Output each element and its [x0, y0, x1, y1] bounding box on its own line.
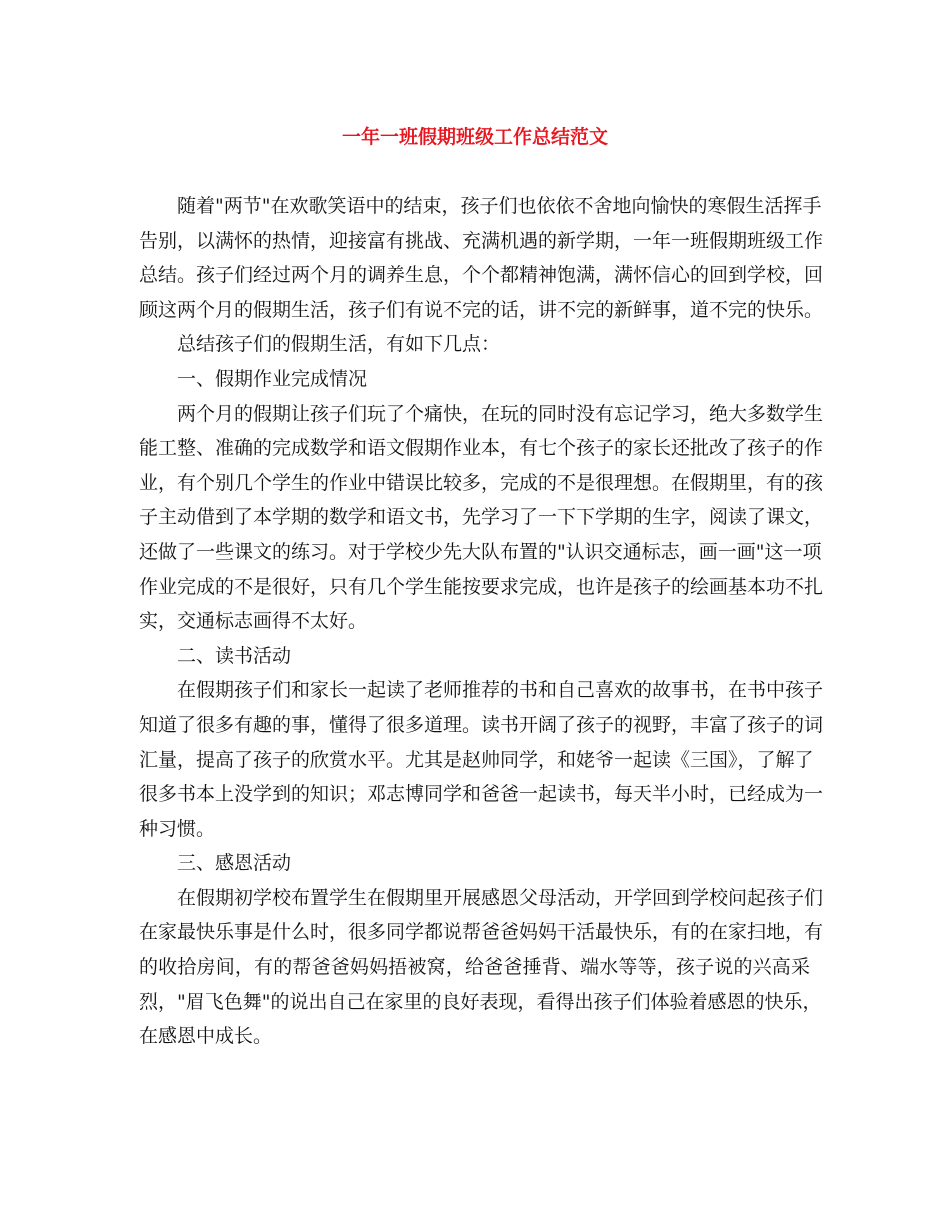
- text-line: 随着"两节"在欢歌笑语中的结束，孩子们也依依不舍地向愉快的寒假生活挥手: [177, 195, 822, 217]
- text-line: 很多书本上没学到的知识；邓志博同学和爸爸一起读书，每天半小时，已经成为一: [139, 783, 824, 806]
- text-line: 告别，以满怀的热情，迎接富有挑战、充满机遇的新学期，一年一班假期班级工作: [139, 229, 824, 252]
- document-body: [139, 189, 824, 1054]
- document-title: 一年一班假期班级工作总结范文: [341, 126, 608, 148]
- text-line: 汇量，提高了孩子的欣赏水平。尤其是赵帅同学，和姥爷一起读《三国》，了解了: [139, 748, 814, 771]
- section-heading: 三、感恩活动: [177, 852, 292, 875]
- section-heading: 一、假期作业完成情况: [177, 367, 368, 390]
- text-line: 能工整、准确的完成数学和语文假期作业本，有七个孩子的家长还批改了孩子的作: [139, 437, 824, 460]
- text-line: 在家最快乐事是什么时，很多同学都说帮爸爸妈妈干活最快乐，有的在家扫地，有: [139, 921, 824, 944]
- section-heading-homework: [139, 362, 810, 397]
- text-line: 的收拾房间，有的帮爸爸妈妈捂被窝，给爸爸捶背、端水等等，孩子说的兴高采: [139, 956, 810, 979]
- section-heading-reading: [139, 639, 810, 674]
- text-line: 实，交通标志画得不太好。: [139, 610, 368, 633]
- text-line: 还做了一些课文的练习。对于学校少先大队布置的"认识交通标志，画一画"这一项: [139, 540, 822, 563]
- text-line: 子主动借到了本学期的数学和语文书，先学习了一下下学期的生字，阅读了课文，: [139, 506, 824, 529]
- text-line: 烈，"眉飞色舞"的说出自己在家里的良好表现，看得出孩子们体验着感恩的快乐，: [139, 990, 822, 1013]
- paragraph-homework: [139, 397, 824, 639]
- paragraph-intro: [139, 189, 824, 327]
- text-line: 在感恩中成长。: [139, 1025, 273, 1048]
- text-line: 两个月的假期让孩子们玩了个痛快，在玩的同时没有忘记学习，绝大多数学生: [177, 402, 824, 425]
- text-line: 知道了很多有趣的事，懂得了很多道理。读书开阔了孩子的视野，丰富了孩子的词: [139, 713, 824, 736]
- section-heading-gratitude: [139, 846, 810, 881]
- paragraph-reading: [139, 673, 824, 846]
- paragraph-gratitude: [139, 881, 824, 1054]
- section-heading: 二、读书活动: [177, 644, 292, 667]
- text-line: 在假期孩子们和家长一起读了老师推荐的书和自己喜欢的故事书，在书中孩子: [177, 679, 824, 702]
- text-line: 总结孩子们的假期生活，有如下几点：: [177, 333, 501, 356]
- text-line: 顾这两个月的假期生活，孩子们有说不完的话，讲不完的新鲜事，道不完的快乐。: [139, 298, 824, 321]
- text-line: 作业完成的不是很好，只有几个学生能按要求完成，也许是孩子的绘画基本功不扎: [139, 575, 824, 598]
- text-line: 总结。孩子们经过两个月的调养生息，个个都精神饱满，满怀信心的回到学校，回: [139, 264, 824, 287]
- text-line: 种习惯。: [139, 817, 216, 840]
- text-line: 业，有个别几个学生的作业中错误比较多，完成的不是很理想。在假期里，有的孩: [139, 471, 824, 494]
- text-line: 在假期初学校布置学生在假期里开展感恩父母活动，开学回到学校问起孩子们: [177, 886, 824, 909]
- paragraph-summary-lead: [139, 327, 810, 362]
